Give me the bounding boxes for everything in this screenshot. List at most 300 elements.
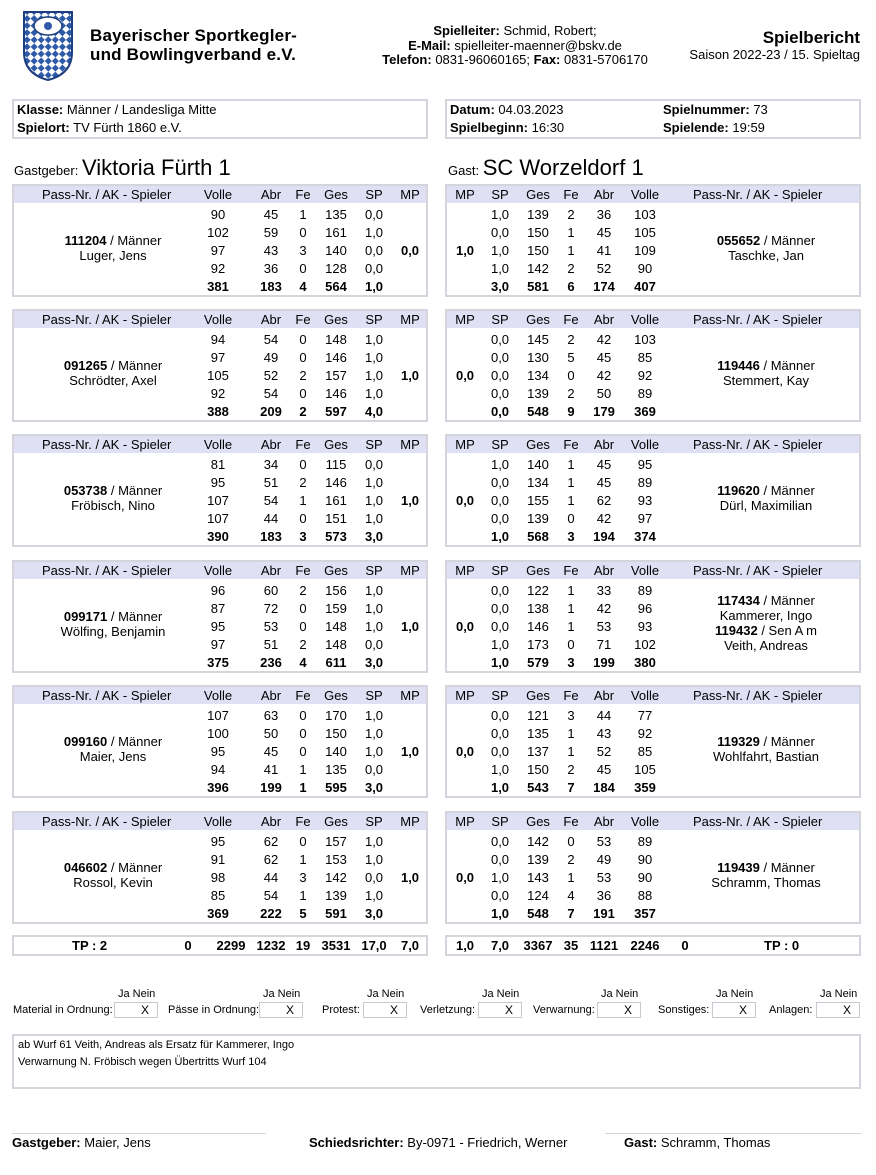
home-volle-cell: 95 [210, 834, 226, 849]
away-mp: 1,0 [455, 243, 475, 258]
home-fe-cell: 1 [299, 852, 307, 867]
home-ges-cell: 157 [325, 368, 347, 383]
report-heading [689, 28, 860, 62]
player-pass-nr: 117434 [717, 593, 760, 608]
player-name: Dürl, Maximilian [719, 498, 813, 513]
home-volle-cell: 100 [207, 726, 229, 741]
header-ges: Ges [324, 563, 348, 578]
away-abr-cell: 33 [596, 583, 612, 598]
away-sp-cell: 1,0 [490, 261, 510, 276]
away-mp: 0,0 [455, 744, 475, 759]
away-ges-cell: 139 [527, 386, 549, 401]
home-volle-cell: 85 [210, 888, 226, 903]
away-column-header [447, 562, 859, 579]
home-total-fe: 19 [295, 938, 311, 953]
away-sum-fe: 9 [567, 404, 575, 419]
header-sp: SP [491, 312, 509, 327]
away-column-header [447, 186, 859, 203]
referee-value: By-0971 - Friedrich, Werner [407, 1135, 568, 1150]
away-fe-cell: 1 [567, 583, 575, 598]
away-fe-cell: 1 [567, 225, 575, 240]
header-mp: MP [400, 563, 420, 578]
header-fe: Fe [295, 814, 311, 829]
check-box[interactable] [363, 1002, 407, 1018]
player-name: Rossol, Kevin [73, 875, 153, 890]
player-pass-line [38, 483, 188, 498]
home-team-label: Gastgeber: [14, 163, 79, 178]
header-volle: Volle [630, 563, 660, 578]
home-ges-cell: 150 [325, 726, 347, 741]
header-mp: MP [455, 312, 475, 327]
away-total-volle: 2246 [630, 938, 660, 953]
home-fe-cell: 1 [299, 207, 307, 222]
header-mp: MP [455, 814, 475, 829]
header-player: Pass-Nr. / AK - Spieler [693, 187, 823, 202]
home-total-mp: 7,0 [400, 938, 420, 953]
home-fe-cell: 0 [299, 834, 307, 849]
home-fe-cell: 0 [299, 726, 307, 741]
home-sum-fe: 5 [299, 906, 307, 921]
home-sum-abr: 183 [260, 279, 282, 294]
away-abr-cell: 52 [596, 261, 612, 276]
away-total-fe: 35 [563, 938, 579, 953]
away-sum-abr: 194 [593, 529, 615, 544]
home-ges-cell: 135 [325, 762, 347, 777]
check-box[interactable] [114, 1002, 158, 1018]
home-abr-cell: 51 [263, 637, 279, 652]
away-player-info [691, 860, 841, 890]
home-sp-cell: 0,0 [364, 637, 384, 652]
player-pass-nr: 091265 [63, 358, 108, 373]
home-volle-cell: 91 [210, 852, 226, 867]
away-sp-cell: 1,0 [490, 243, 510, 258]
away-player-info [691, 233, 841, 263]
home-mp: 1,0 [400, 744, 420, 759]
away-sp-cell: 1,0 [490, 762, 510, 777]
home-abr-cell: 45 [263, 744, 279, 759]
home-sp-cell: 1,0 [364, 583, 384, 598]
check-ja-nein-header: Ja Nein [601, 988, 639, 1000]
away-abr-cell: 41 [596, 243, 612, 258]
away-volle-cell: 109 [634, 243, 656, 258]
away-volle-cell: 105 [634, 225, 656, 240]
away-ges-cell: 150 [527, 225, 549, 240]
header-volle: Volle [203, 312, 233, 327]
home-sum-ges: 595 [325, 780, 347, 795]
home-volle-cell: 96 [210, 583, 226, 598]
home-abr-cell: 44 [263, 870, 279, 885]
header-sp: SP [365, 437, 383, 452]
away-volle-cell: 93 [637, 619, 653, 634]
away-fe-cell: 0 [567, 637, 575, 652]
spielbeginn-label: Spielbeginn: [450, 120, 528, 135]
away-volle-cell: 90 [637, 261, 653, 276]
away-sum-fe: 6 [567, 279, 575, 294]
home-abr-cell: 62 [263, 834, 279, 849]
home-fe-cell: 0 [299, 261, 307, 276]
home-sum-volle: 388 [207, 404, 229, 419]
home-sp-cell: 1,0 [364, 475, 384, 490]
away-volle-cell: 77 [637, 708, 653, 723]
away-total-abr: 1121 [589, 938, 619, 953]
away-volle-cell: 85 [637, 350, 653, 365]
spielende-label: Spielende: [663, 120, 729, 135]
org-name-line2: und Bowlingverband e.V. [90, 45, 297, 64]
away-ges-cell: 143 [527, 870, 549, 885]
header-mp: MP [400, 312, 420, 327]
home-total-zero: 0 [184, 938, 192, 953]
home-total-abr: 1232 [256, 938, 286, 953]
header-fe: Fe [295, 312, 311, 327]
home-ges-cell: 161 [325, 225, 347, 240]
spielende-value: 19:59 [732, 120, 765, 135]
home-fe-cell: 2 [299, 368, 307, 383]
home-column-header [14, 311, 426, 328]
check-label: Pässe in Ordnung: [168, 1004, 260, 1016]
away-column-header [447, 436, 859, 453]
home-match-block [12, 309, 428, 422]
away-fe-cell: 2 [567, 762, 575, 777]
away-fe-cell: 0 [567, 511, 575, 526]
home-ges-cell: 140 [325, 243, 347, 258]
home-fe-cell: 0 [299, 350, 307, 365]
away-total-sp: 7,0 [490, 938, 510, 953]
header-mp: MP [455, 437, 475, 452]
away-sum-volle: 380 [634, 655, 656, 670]
header-fe: Fe [295, 187, 311, 202]
player-ak: / Männer [760, 233, 816, 248]
home-sum-abr: 199 [260, 780, 282, 795]
player-ak: / Männer [107, 860, 163, 875]
spielort-value: TV Fürth 1860 e.V. [73, 120, 182, 135]
home-sum-sp: 3,0 [364, 655, 384, 670]
home-mp: 0,0 [400, 243, 420, 258]
home-abr-cell: 53 [263, 619, 279, 634]
home-sp-cell: 1,0 [364, 350, 384, 365]
home-tp: TP : 2 [72, 938, 108, 953]
header-sp: SP [365, 187, 383, 202]
header-volle: Volle [630, 187, 660, 202]
away-abr-cell: 36 [596, 207, 612, 222]
away-abr-cell: 45 [596, 457, 612, 472]
home-abr-cell: 63 [263, 708, 279, 723]
away-abr-cell: 42 [596, 511, 612, 526]
away-ges-cell: 138 [527, 601, 549, 616]
away-abr-cell: 36 [596, 888, 612, 903]
leiter-label: Spielleiter: [433, 23, 500, 38]
referee-signature [309, 1135, 567, 1150]
away-totals-row [445, 935, 861, 956]
player-name: Schrödter, Axel [69, 373, 157, 388]
check-box[interactable] [259, 1002, 303, 1018]
home-abr-cell: 44 [263, 511, 279, 526]
home-ges-cell: 153 [325, 852, 347, 867]
header-ges: Ges [526, 814, 550, 829]
away-volle-cell: 85 [637, 744, 653, 759]
player-ak: / Männer [759, 734, 815, 749]
home-fe-cell: 1 [299, 762, 307, 777]
player-ak: / Männer [759, 358, 815, 373]
header-sp: SP [365, 688, 383, 703]
home-sp-cell: 1,0 [364, 493, 384, 508]
away-abr-cell: 42 [596, 601, 612, 616]
home-mp: 1,0 [400, 619, 420, 634]
home-column-header [14, 813, 426, 830]
home-sum-fe: 4 [299, 279, 307, 294]
away-total-ges: 3367 [523, 938, 553, 953]
player-name: Taschke, Jan [728, 248, 804, 263]
away-fe-cell: 0 [567, 368, 575, 383]
header-player: Pass-Nr. / AK - Spieler [693, 688, 823, 703]
home-sum-volle: 369 [207, 906, 229, 921]
home-sp-cell: 1,0 [364, 888, 384, 903]
away-match-block [445, 685, 861, 798]
away-fe-cell: 1 [567, 601, 575, 616]
header-fe: Fe [295, 563, 311, 578]
home-player-info [38, 233, 188, 263]
player-name: Wohlfahrt, Bastian [713, 749, 819, 764]
away-volle-cell: 90 [637, 870, 653, 885]
away-abr-cell: 45 [596, 762, 612, 777]
header-fe: Fe [563, 437, 579, 452]
away-ges-cell: 124 [527, 888, 549, 903]
away-abr-cell: 50 [596, 386, 612, 401]
away-fe-cell: 1 [567, 726, 575, 741]
check-label: Verletzung: [420, 1004, 476, 1016]
away-fe-cell: 5 [567, 350, 575, 365]
home-sum-ges: 564 [325, 279, 347, 294]
away-sum-ges: 548 [527, 404, 549, 419]
away-ges-cell: 150 [527, 762, 549, 777]
klasse-value: Männer / Landesliga Mitte [66, 102, 217, 117]
away-sp-cell: 0,0 [490, 511, 510, 526]
header-player: Pass-Nr. / AK - Spieler [42, 437, 172, 452]
away-volle-cell: 89 [637, 386, 653, 401]
home-team-title [14, 155, 231, 181]
player-pass-line [38, 609, 188, 624]
away-signature-line [605, 1133, 861, 1134]
home-sum-fe: 4 [299, 655, 307, 670]
check-mark: X [842, 1003, 851, 1017]
home-sp-cell: 0,0 [364, 870, 384, 885]
header-volle: Volle [203, 563, 233, 578]
away-volle-cell: 97 [637, 511, 653, 526]
home-sum-ges: 597 [325, 404, 347, 419]
home-abr-cell: 43 [263, 243, 279, 258]
away-abr-cell: 45 [596, 475, 612, 490]
home-abr-cell: 49 [263, 350, 279, 365]
away-sp-cell: 0,0 [490, 225, 510, 240]
away-signature-value: Schramm, Thomas [660, 1135, 771, 1150]
home-total-volle: 2299 [216, 938, 246, 953]
away-ges-cell: 121 [527, 708, 549, 723]
check-ja-nein-header: Ja Nein [367, 988, 405, 1000]
note-line-1: ab Wurf 61 Veith, Andreas als Ersatz für Kammerer, Ingo [18, 1039, 295, 1051]
report-title: Spielbericht [762, 28, 860, 47]
away-ges-cell: 142 [527, 261, 549, 276]
away-sum-fe: 3 [567, 529, 575, 544]
away-ges-cell: 142 [527, 834, 549, 849]
spielbeginn-value: 16:30 [531, 120, 565, 135]
header-player: Pass-Nr. / AK - Spieler [693, 437, 823, 452]
header-sp: SP [491, 563, 509, 578]
check-box[interactable] [597, 1002, 641, 1018]
home-player-info [38, 483, 188, 513]
header-ges: Ges [526, 688, 550, 703]
away-fe-cell: 3 [567, 708, 575, 723]
away-player-info [691, 483, 841, 513]
home-ges-cell: 146 [325, 386, 347, 401]
player-pass-line [38, 734, 188, 749]
player-pass-nr: 119329 [717, 734, 760, 749]
away-abr-cell: 44 [596, 708, 612, 723]
datum-label: Datum: [450, 102, 495, 117]
check-box[interactable] [816, 1002, 860, 1018]
bskv-logo [20, 8, 76, 82]
header-ges: Ges [526, 187, 550, 202]
away-ges-cell: 135 [527, 726, 549, 741]
header-ges: Ges [324, 312, 348, 327]
header-player: Pass-Nr. / AK - Spieler [42, 312, 172, 327]
header-mp: MP [400, 437, 420, 452]
check-mark: X [504, 1003, 513, 1017]
home-abr-cell: 51 [263, 475, 279, 490]
away-sum-ges: 579 [527, 655, 549, 670]
header-volle: Volle [630, 688, 660, 703]
player-pass-nr: 119432 [715, 623, 758, 638]
home-sp-cell: 0,0 [364, 207, 384, 222]
away-sp-cell: 1,0 [490, 870, 510, 885]
header-volle: Volle [630, 437, 660, 452]
home-sp-cell: 0,0 [364, 457, 384, 472]
check-box[interactable] [712, 1002, 756, 1018]
header-abr: Abr [260, 688, 282, 703]
home-sp-cell: 1,0 [364, 726, 384, 741]
home-fe-cell: 0 [299, 225, 307, 240]
away-sp-cell: 0,0 [490, 350, 510, 365]
check-mark: X [285, 1003, 294, 1017]
away-volle-cell: 92 [637, 726, 653, 741]
header-player: Pass-Nr. / AK - Spieler [42, 187, 172, 202]
home-player-info [38, 860, 188, 890]
away-mp: 0,0 [455, 619, 475, 634]
email-value[interactable]: spielleiter-maenner@bskv.de [454, 37, 622, 53]
header-ges: Ges [526, 312, 550, 327]
home-volle-cell: 105 [207, 368, 229, 383]
away-volle-cell: 96 [637, 601, 653, 616]
home-ges-cell: 161 [325, 493, 347, 508]
player-pass-nr: 099160 [63, 734, 108, 749]
header-fe: Fe [563, 688, 579, 703]
home-volle-cell: 95 [210, 744, 226, 759]
away-sum-sp: 1,0 [490, 529, 510, 544]
away-player-info [691, 358, 841, 388]
away-volle-cell: 93 [637, 493, 653, 508]
header-fe: Fe [563, 187, 579, 202]
header-abr: Abr [593, 688, 615, 703]
home-sp-cell: 1,0 [364, 619, 384, 634]
home-ges-cell: 115 [325, 457, 347, 472]
home-volle-cell: 97 [210, 350, 226, 365]
away-ges-cell: 137 [527, 744, 549, 759]
home-sum-ges: 591 [325, 906, 347, 921]
away-fe-cell: 2 [567, 207, 575, 222]
home-volle-cell: 107 [207, 493, 229, 508]
player-pass-line [691, 358, 841, 373]
home-fe-cell: 2 [299, 475, 307, 490]
away-player-info [691, 593, 841, 653]
player-name: Wölfing, Benjamin [60, 624, 166, 639]
header-player: Pass-Nr. / AK - Spieler [42, 563, 172, 578]
header-sp: SP [365, 563, 383, 578]
away-sum-ges: 568 [527, 529, 549, 544]
home-ges-cell: 170 [325, 708, 347, 723]
home-abr-cell: 45 [263, 207, 279, 222]
home-fe-cell: 0 [299, 601, 307, 616]
home-abr-cell: 54 [263, 386, 279, 401]
fax-label: Fax: [533, 52, 561, 67]
home-sum-abr: 236 [260, 655, 282, 670]
header-sp: SP [491, 437, 509, 452]
away-sp-cell: 0,0 [490, 888, 510, 903]
header-abr: Abr [260, 187, 282, 202]
away-sum-fe: 7 [567, 906, 575, 921]
home-abr-cell: 41 [263, 762, 279, 777]
away-fe-cell: 2 [567, 852, 575, 867]
spielort-label: Spielort: [17, 120, 70, 135]
away-abr-cell: 62 [596, 493, 612, 508]
away-signature-label: Gast: [624, 1135, 658, 1150]
home-sp-cell: 1,0 [364, 511, 384, 526]
home-column-header [14, 186, 426, 203]
away-team-label: Gast: [448, 163, 480, 178]
away-volle-cell: 89 [637, 475, 653, 490]
away-abr-cell: 45 [596, 225, 612, 240]
header-sp: SP [491, 688, 509, 703]
header-mp: MP [455, 563, 475, 578]
header-abr: Abr [593, 814, 615, 829]
home-sp-cell: 1,0 [364, 332, 384, 347]
player-pass-nr: 119620 [717, 483, 760, 498]
home-sp-cell: 1,0 [364, 225, 384, 240]
away-sum-abr: 184 [593, 780, 615, 795]
home-signature-label: Gastgeber: [12, 1135, 81, 1150]
check-box[interactable] [478, 1002, 522, 1018]
away-sp-cell: 0,0 [490, 619, 510, 634]
home-match-block [12, 811, 428, 924]
header-volle: Volle [630, 312, 660, 327]
home-fe-cell: 3 [299, 243, 307, 258]
check-label: Sonstiges: [658, 1004, 710, 1016]
player-pass-line [38, 860, 188, 875]
header-ges: Ges [324, 688, 348, 703]
home-sum-abr: 222 [260, 906, 282, 921]
away-fe-cell: 2 [567, 261, 575, 276]
home-ges-cell: 140 [325, 744, 347, 759]
home-volle-cell: 92 [210, 261, 226, 276]
away-sp-cell: 1,0 [490, 637, 510, 652]
header-mp: MP [400, 187, 420, 202]
home-player-info [38, 609, 188, 639]
check-label: Anlagen: [769, 1004, 813, 1016]
away-abr-cell: 42 [596, 368, 612, 383]
away-abr-cell: 49 [596, 852, 612, 867]
away-fe-cell: 0 [567, 834, 575, 849]
home-fe-cell: 0 [299, 511, 307, 526]
tel-label: Telefon: [382, 52, 432, 67]
away-sum-sp: 0,0 [490, 404, 510, 419]
away-abr-cell: 43 [596, 726, 612, 741]
